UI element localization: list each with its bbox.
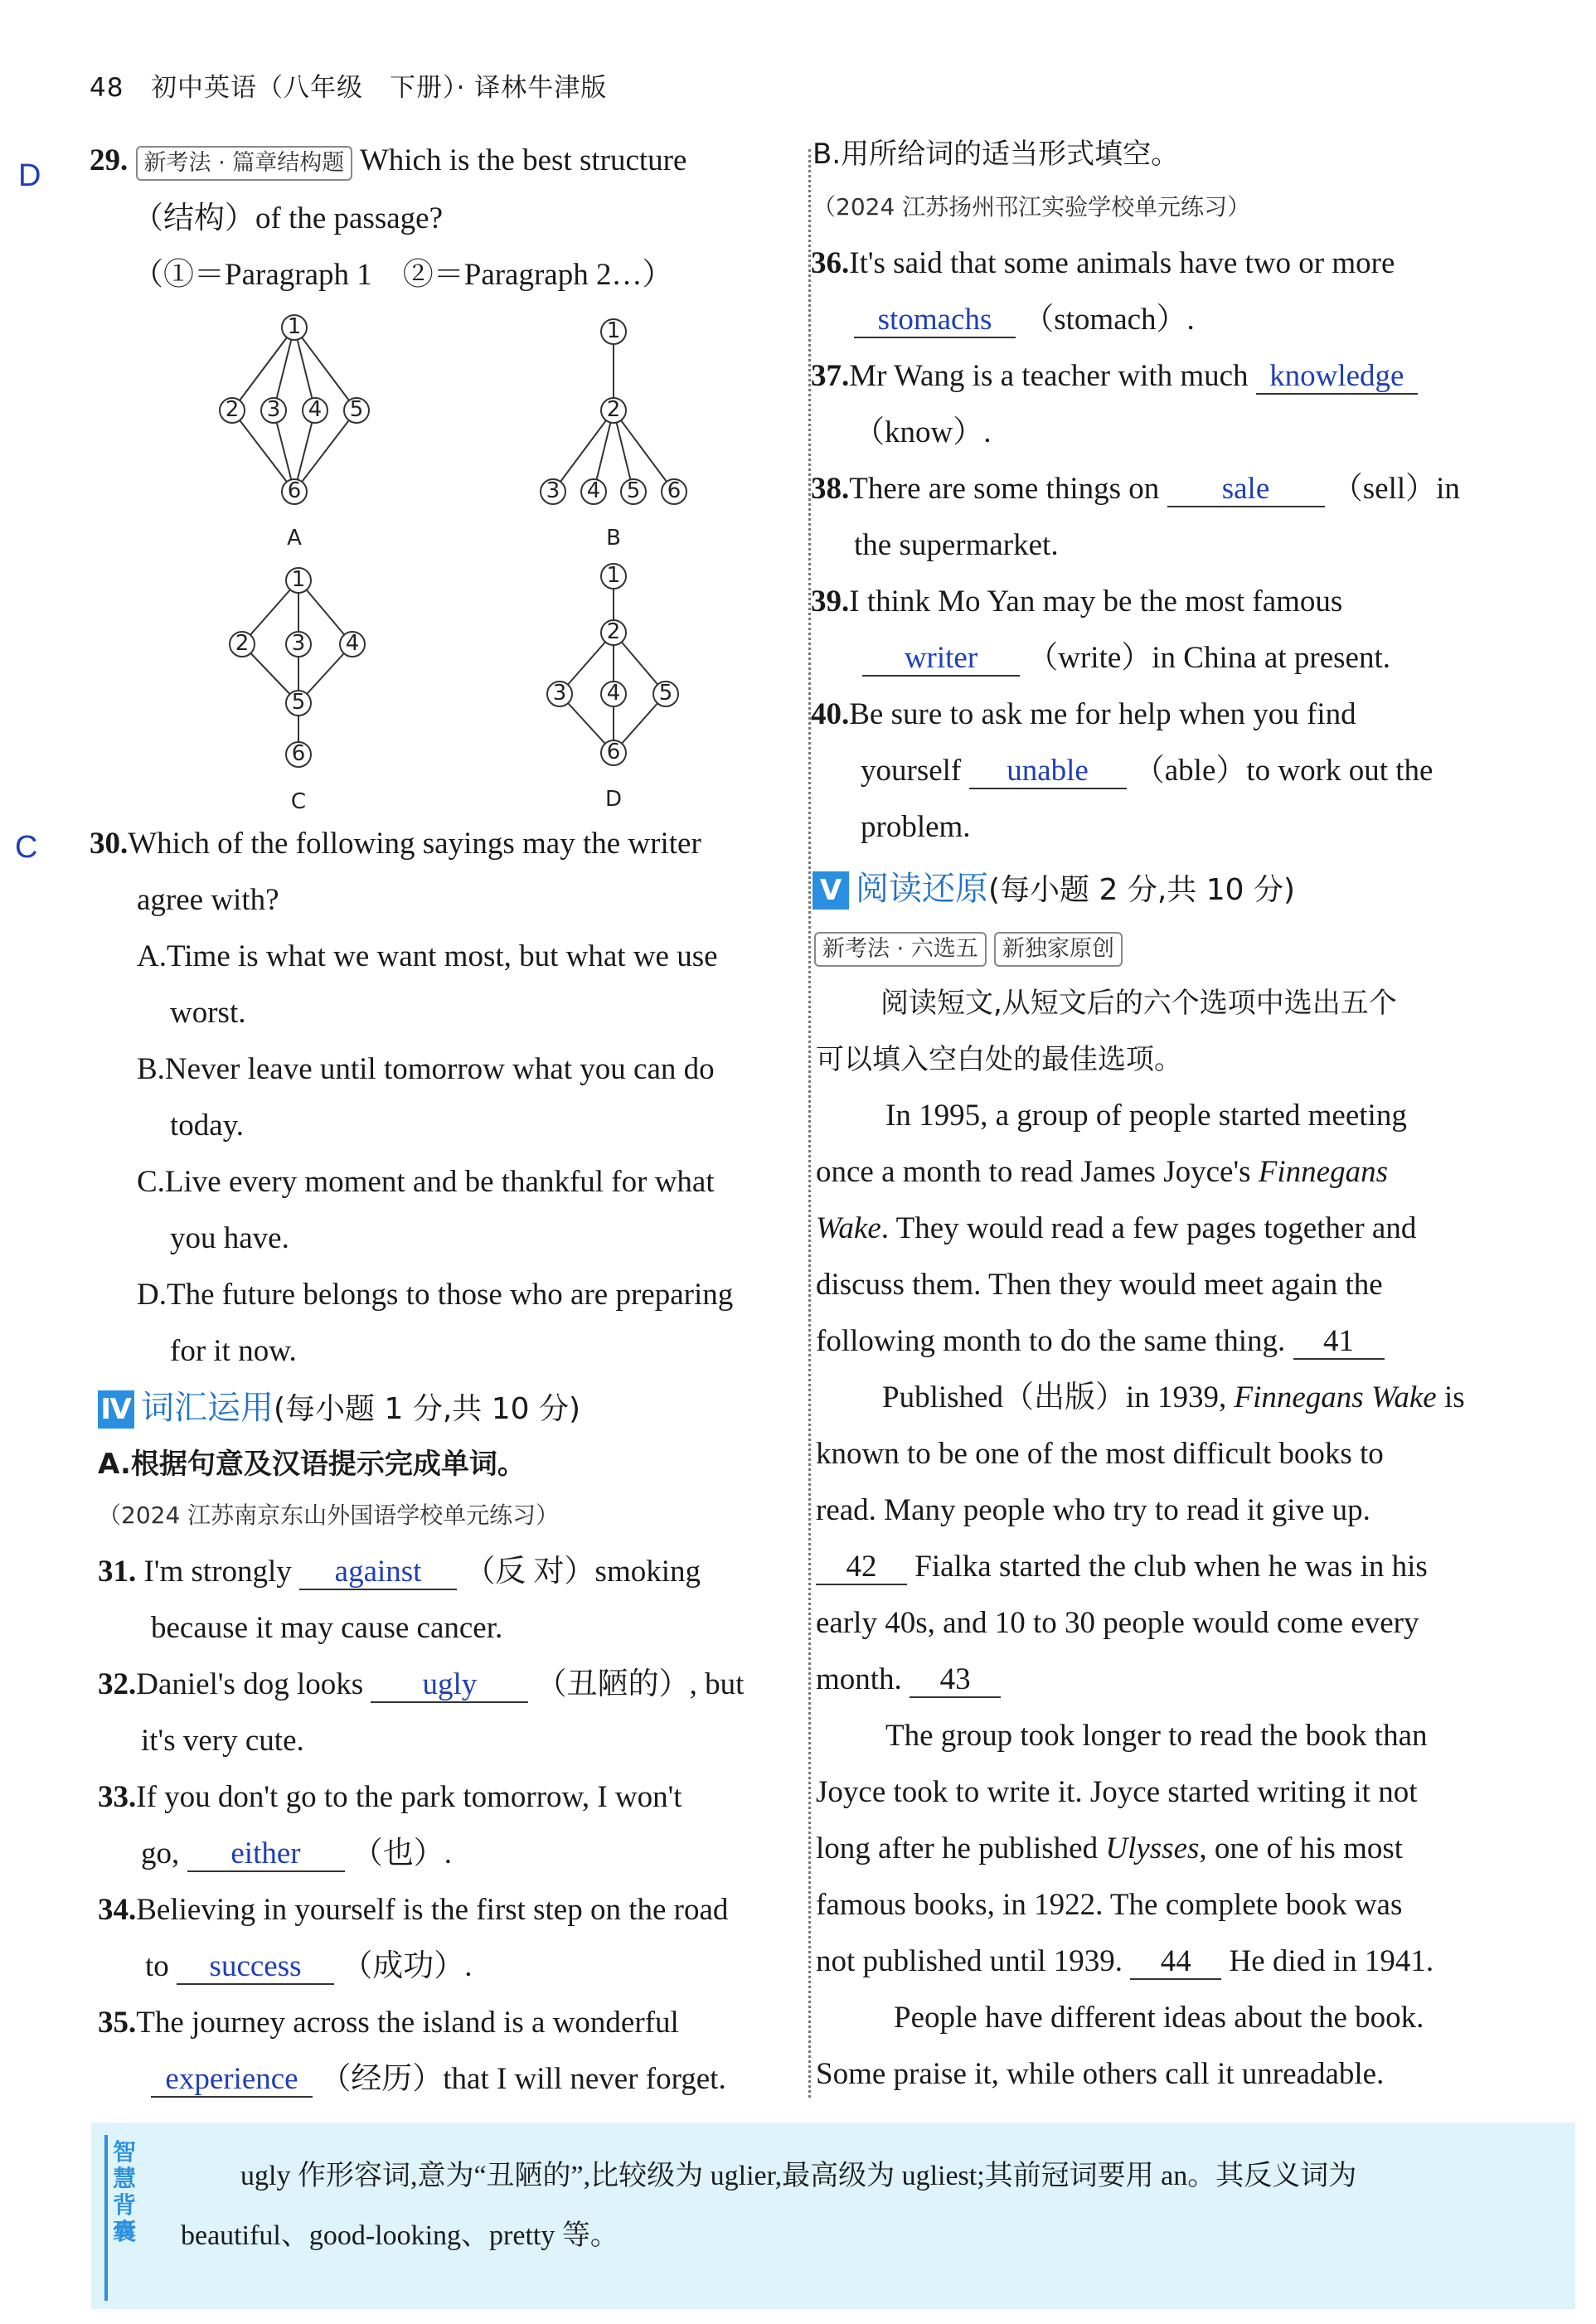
- tip-line2: beautiful、good-looking、pretty 等。: [181, 2220, 619, 2251]
- svg-text:6: 6: [287, 478, 302, 503]
- q32-answer: ugly: [371, 1668, 528, 1703]
- q37-line1: 37.Mr Wang is a teacher with much knowledge: [811, 348, 1418, 405]
- svg-text:5: 5: [626, 478, 641, 503]
- section-5-intro1: 阅读短文,从短文后的六个选项中选出五个: [880, 987, 1397, 1020]
- svg-text:5: 5: [291, 690, 306, 715]
- answer-mark-29: D: [18, 158, 41, 193]
- diagram-label-c: C: [290, 789, 307, 814]
- diagram-label-d: D: [604, 787, 623, 812]
- q39-line2: writer （write）in China at present.: [862, 630, 1390, 687]
- q30-option-d: D.The future belongs to those who are preparing: [137, 1278, 734, 1312]
- section-5-heading: Ⅴ 阅读还原(每小题 2 分,共 10 分): [813, 861, 1295, 919]
- section-b-source: （2024 江苏扬州邗江实验学校单元练习）: [813, 193, 1251, 221]
- q29-line2: （结构）of the passage?: [133, 201, 444, 235]
- q31-line2: because it may cause cancer.: [151, 1611, 503, 1645]
- q40-line1: 40.Be sure to ask me for help when you find: [811, 697, 1356, 731]
- passage-p3-line1: The group took longer to read the book than: [885, 1719, 1428, 1753]
- q37-answer: knowledge: [1256, 360, 1418, 395]
- q29-line1: 29. 新考法 · 篇章结构题 Which is the best structure: [90, 133, 686, 189]
- q38-answer: sale: [1167, 473, 1325, 507]
- passage-p2-line5: early 40s, and 10 to 30 people would come every: [816, 1606, 1419, 1640]
- section-b-title: B.用所给词的适当形式填空。: [813, 138, 1180, 171]
- book-title: 初中英语（八年级 下册）· 译林牛津版: [151, 73, 608, 103]
- q30-stem2: agree with?: [137, 883, 279, 917]
- passage-p2-line6: month. 43: [816, 1652, 1001, 1708]
- q29-line3: （①＝Paragraph 1 ②＝Paragraph 2…）: [133, 258, 673, 292]
- q30-option-d2: for it now.: [170, 1334, 297, 1368]
- q39-line1: 39.I think Mo Yan may be the most famous: [811, 585, 1343, 619]
- section-4-heading: Ⅳ 词汇运用(每小题 1 分,共 10 分): [98, 1380, 580, 1438]
- q36-line1: 36.It's said that some animals have two or more: [811, 246, 1395, 280]
- blank-43: 43: [910, 1663, 1001, 1698]
- q32-line1: 32.Daniel's dog looks ugly （丑陋的）, but: [98, 1667, 745, 1701]
- q40-line2: yourself unable （able）to work out the: [861, 754, 1433, 788]
- q36-answer: stomachs: [854, 303, 1016, 338]
- section-4-source: （2024 江苏南京东山外国语学校单元练习）: [98, 1502, 560, 1529]
- svg-text:5: 5: [658, 681, 673, 706]
- q34-answer: success: [177, 1950, 334, 1985]
- page-number: 48: [90, 73, 124, 103]
- q35-line1: 35.The journey across the island is a wonderful: [98, 2006, 679, 2040]
- svg-text:3: 3: [546, 478, 560, 503]
- diagram-label-b: B: [606, 526, 621, 551]
- q33-line1: 33.If you don't go to the park tomorrow, I won't: [98, 1780, 682, 1814]
- q40-line3: problem.: [861, 810, 971, 844]
- q33-line2: go, either （也）.: [141, 1836, 452, 1870]
- section-5-tags: [814, 919, 1123, 975]
- blank-42: 42: [816, 1550, 907, 1585]
- svg-text:3: 3: [552, 681, 567, 706]
- q35-answer: experience: [151, 2063, 313, 2098]
- svg-text:5: 5: [349, 397, 364, 422]
- q38-line2: the supermarket.: [854, 528, 1059, 562]
- q34-line1: 34.Believing in yourself is the first step on the road: [98, 1893, 729, 1927]
- tip-line1: ugly 作形容词,意为“丑陋的”,比较级为 uglier,最高级为 ugliest;其前冠词要用 an。其反义词为: [240, 2161, 1357, 2191]
- section-5-tag-1: 新考法 · 六选五: [814, 932, 987, 967]
- q30-option-a2: worst.: [170, 996, 246, 1030]
- svg-text:6: 6: [606, 740, 621, 764]
- q30-option-b2: today.: [170, 1109, 245, 1143]
- q30-stem1: 30.Which of the following sayings may the writer: [90, 827, 701, 861]
- q40-answer: unable: [969, 754, 1127, 789]
- passage-p2-line1: Published（出版）in 1939, Finnegans Wake is: [882, 1380, 1465, 1414]
- passage-p1-line5: following month to do the same thing. 41: [816, 1313, 1385, 1370]
- q39-answer: writer: [862, 642, 1020, 677]
- passage-p2-line4: 42 Fialka started the club when he was in his: [816, 1539, 1428, 1595]
- q33-answer: either: [187, 1837, 345, 1872]
- section-5-intro2: 可以填入空白处的最佳选项。: [816, 1043, 1182, 1076]
- svg-text:4: 4: [586, 478, 601, 503]
- q30-option-a: A.Time is what we want most, but what we use: [137, 939, 718, 973]
- q29-tag: 新考法 · 篇章结构题: [136, 146, 353, 181]
- q31-answer: against: [299, 1555, 457, 1590]
- svg-text:1: 1: [606, 318, 621, 343]
- svg-text:1: 1: [287, 314, 302, 339]
- q30-option-c2: you have.: [170, 1221, 289, 1255]
- svg-text:1: 1: [606, 563, 621, 588]
- passage-p1-line3: Wake. They would read a few pages together and: [816, 1211, 1417, 1245]
- q35-line2: experience （经历）that I will never forget.: [151, 2051, 726, 2108]
- q30-option-b: B.Never leave until tomorrow what you can do: [137, 1052, 715, 1086]
- svg-text:4: 4: [345, 631, 360, 656]
- passage-p1-line1: In 1995, a group of people started meeting: [885, 1099, 1407, 1133]
- passage-p2-line3: read. Many people who try to read it give up.: [816, 1493, 1370, 1527]
- passage-p3-line4: famous books, in 1922. The complete book was: [816, 1888, 1403, 1922]
- svg-text:3: 3: [266, 397, 281, 422]
- svg-text:2: 2: [606, 619, 621, 644]
- svg-text:2: 2: [235, 631, 250, 656]
- section-4-instruction: A.根据句意及汉语提示完成单词。: [98, 1448, 526, 1481]
- blank-41: 41: [1293, 1325, 1385, 1360]
- svg-text:4: 4: [606, 681, 621, 706]
- column-divider: [808, 149, 811, 2098]
- passage-p3-line2: Joyce took to write it. Joyce started writing it not: [816, 1775, 1418, 1809]
- svg-text:3: 3: [291, 631, 306, 656]
- passage-p1-line4: discuss them. Then they would meet again the: [816, 1268, 1383, 1302]
- q32-line2: it's very cute.: [141, 1724, 304, 1758]
- section-5-tag-2: 新独家原创: [994, 932, 1123, 967]
- q38-line1: 38.There are some things on sale （sell）in: [811, 472, 1460, 506]
- passage-p3-line3: long after he published Ulysses, one of his most: [816, 1832, 1404, 1866]
- svg-text:2: 2: [225, 397, 240, 422]
- svg-text:6: 6: [667, 478, 682, 503]
- q31-line1: 31. I'm strongly against （反 对）smoking: [98, 1555, 701, 1589]
- answer-mark-30: C: [15, 830, 38, 865]
- page-header: [90, 66, 607, 104]
- passage-p2-line2: known to be one of the most difficult books to: [816, 1437, 1384, 1471]
- tip-side-label: 智慧背囊: [112, 2138, 136, 2245]
- structure-diagrams: [199, 303, 713, 817]
- blank-44: 44: [1130, 1945, 1221, 1980]
- svg-text:6: 6: [291, 741, 306, 766]
- svg-text:2: 2: [606, 397, 621, 422]
- passage-p4-line1: People have different ideas about the book.: [894, 2001, 1424, 2035]
- q36-line2: stomachs （stomach）.: [854, 292, 1195, 348]
- passage-p4-line2: Some praise it, while others call it unreadable.: [816, 2057, 1385, 2091]
- passage-p1-line2: once a month to read James Joyce's Finnegans: [816, 1155, 1388, 1189]
- q34-line2: to success （成功）.: [145, 1949, 473, 1983]
- q37-line2: （know）.: [854, 415, 992, 449]
- q30-option-c: C.Live every moment and be thankful for what: [137, 1165, 715, 1199]
- svg-text:1: 1: [291, 567, 306, 592]
- diagram-label-a: A: [287, 526, 302, 551]
- svg-text:4: 4: [308, 397, 323, 422]
- passage-p3-line5: not published until 1939. 44 He died in 1941.: [816, 1944, 1434, 1978]
